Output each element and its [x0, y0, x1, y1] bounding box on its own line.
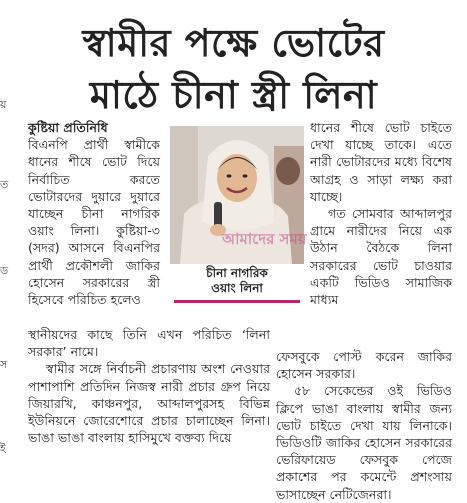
- margin-glyph: য়: [0, 98, 7, 111]
- margin-glyph: ড: [0, 264, 9, 277]
- margin-glyph: ত: [0, 178, 9, 191]
- article-column-left: [28, 119, 160, 308]
- byline: কুষ্টিয়া প্রতিনিধি: [28, 120, 108, 135]
- article-column-right: [310, 119, 452, 308]
- paragraph: ৫৮ সেকেন্ডের ওই ভিডিও ক্লিপে ভাঙা বাংলায় স্বামীর জন্য ভোট চাইতে দেখা যায় লিনাকে। ভিডিওটি জাকির হোসেন সরকারের ভেরিফায়েড ফেসবুক পেজে প্রকাশের পর কমেন্টে প্রশংসায় ভাসাচ্ছেন নেটিজেনরা।: [276, 383, 452, 502]
- margin-glyph: স: [0, 358, 8, 371]
- headline-line-1: স্বামীর পক্ষে ভোটের: [82, 21, 385, 65]
- watermark: আমাদের সময়: [222, 230, 307, 248]
- caption-line-2: ওয়াং লিনা: [211, 281, 263, 295]
- paragraph: ফেসবুকে পোস্ট করেন জাকির হোসেন সরকার।: [276, 349, 452, 382]
- paragraph: স্থানীয়দের কাছে তিনি এখন পরিচিত ‘লিনা সরকার’ নামে।: [28, 327, 270, 360]
- paragraph: ধানের শীষে ভোট চাইতে দেখা যাচ্ছে তাকে। এতে নারী ভোটারদের মধ্যে বিশেষ আগ্রহ ও সাড়া লক্ষ্য করা যাচ্ছে।: [310, 120, 452, 204]
- article-column-left-wide: [28, 326, 270, 446]
- caption-divider: [174, 300, 300, 303]
- caption-line-1: চীনা নাগরিক: [206, 266, 268, 280]
- paragraph: গত সোমবার আব্দালপুর গ্রামে নারীদের নিয়ে এক উঠান বৈঠকে লিনা সরকারের ভোট চাওয়ার একটি ভিডিও সামাজিক মাধ্যম: [310, 206, 452, 308]
- margin-glyph: ই: [0, 442, 6, 455]
- photo-caption: [170, 266, 304, 296]
- article-column-right-wide: [276, 348, 452, 503]
- paragraph: বিএনপি প্রার্থী স্বামীকে ধানের শীষে ভোট দিয়ে নির্বাচিত করতে ভোটারদের দুয়ারে দুয়ারে যাচ্ছেন চীনা নাগরিক ওয়াং লিনা। কুষ্টিয়া-৩ (সদর) আসনে বিএনপির প্রার্থী প্রকৌশলী জাকির হোসেন সরকারের স্ত্রী হিসেবে পরিচিত হলেও: [28, 137, 160, 308]
- paragraph: স্বামীর সঙ্গে নির্বাচনী প্রচারণায় অংশ নেওয়ার পাশাপাশি প্রতিদিন নিজস্ব নারী প্রচার গ্রুপ নিয়ে জিয়ারখি, কাঞ্চনপুর, আব্দালপুরসহ বিভিন্ন ইউনিয়নে জোরেশোরে প্রচার চালাচ্ছেন লিনা। ভাঙা ভাঙা বাংলায় হাসিমুখে বক্তব্য দিয়ে: [28, 361, 270, 446]
- headline-line-2: মাঠে চীনা স্ত্রী লিনা: [89, 73, 378, 117]
